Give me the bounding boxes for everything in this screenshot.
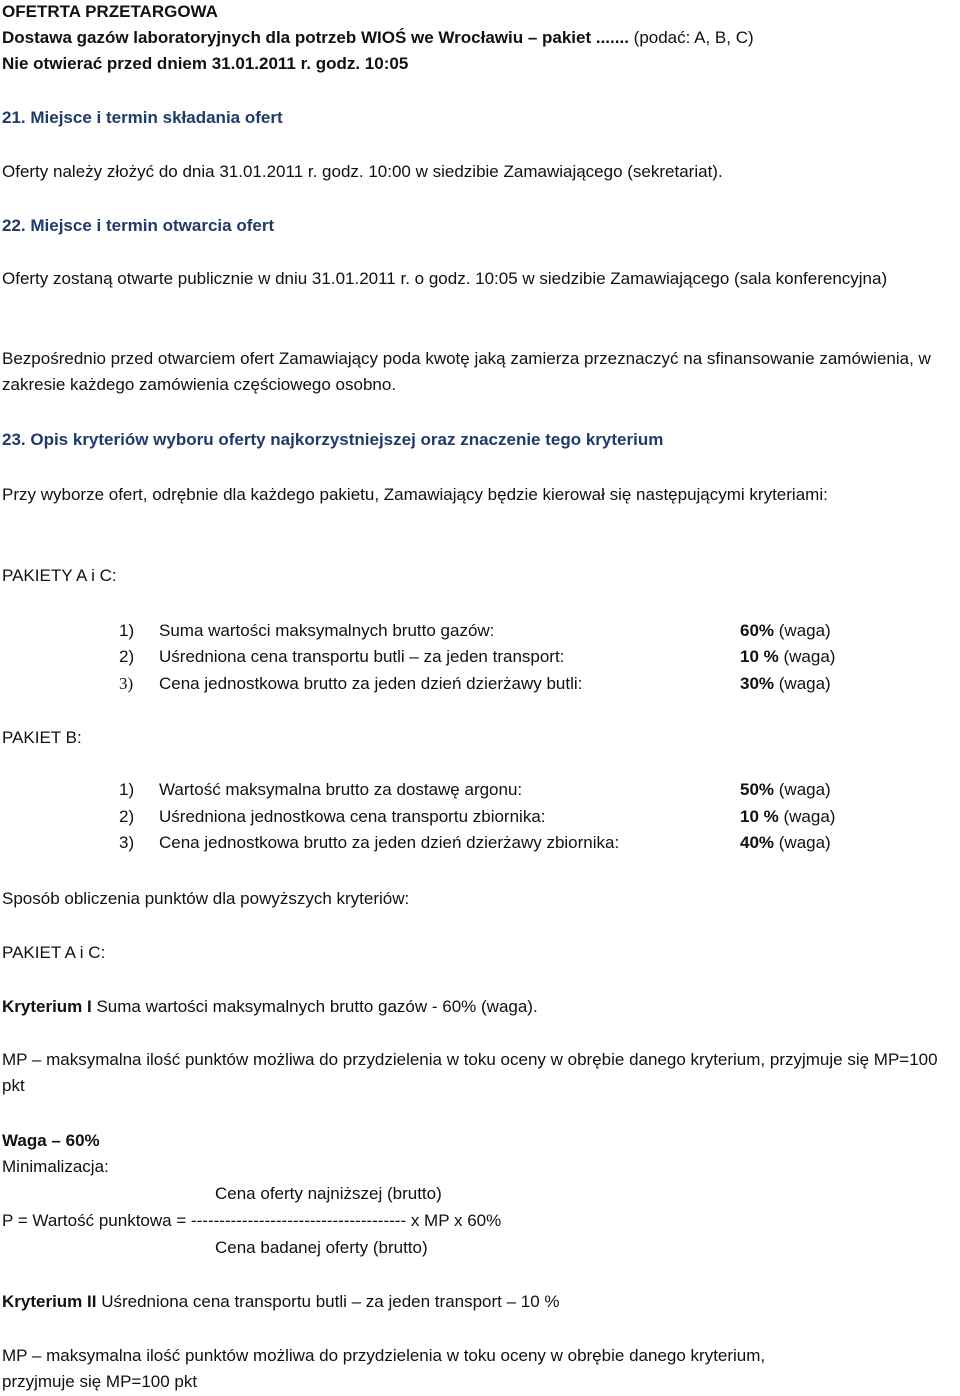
criterion-pct: 30% [740, 674, 775, 693]
header-subject-tail: (podać: A, B, C) [628, 28, 754, 47]
criterion-pct: 60% [740, 621, 775, 640]
criterion-number: 2) [119, 807, 135, 826]
criterion-number: 3) [119, 833, 135, 852]
criterion-1-line [2, 997, 538, 1017]
criterion-waga: (waga) [778, 647, 836, 666]
formula-main: P = Wartość punktowa = -------------------------------------- x MP x 60% [2, 1211, 502, 1230]
header-subject [2, 28, 754, 48]
criterion-label: Cena jednostkowa brutto za jeden dzień dzierżawy butli: [159, 674, 583, 693]
criterion-weight [740, 804, 835, 830]
criterion-waga: (waga) [778, 807, 836, 826]
criterion-waga: (waga) [774, 674, 831, 693]
criterion-2-bold: Kryterium II [2, 1292, 97, 1311]
criterion-label: Cena jednostkowa brutto za jeden dzień dzierżawy zbiornika: [159, 833, 620, 852]
criterion-pct: 10 % [740, 807, 779, 826]
criterion-number: 2) [119, 647, 135, 666]
criterion-weight [740, 618, 831, 644]
criterion-1-text: Suma wartości maksymalnych brutto gazów - 60% (waga). [91, 997, 538, 1016]
criterion-label: Uśredniona cena transportu butli – za jeden transport: [159, 647, 565, 666]
section-22-text: Oferty zostaną otwarte publicznie w dniu 31.01.2011 r. o godz. 10:05 w siedzibie Zamawiającego (sala konferencyjna) [2, 269, 888, 288]
criterion-weight [740, 777, 831, 803]
mp-definition-2-line2: przyjmuje się MP=100 pkt [2, 1372, 198, 1391]
criterion-weight [740, 644, 835, 670]
header-title: OFETRTA PRZETARGOWA [2, 2, 218, 21]
mp-definition: MP – maksymalna ilość punktów możliwa do przydzielenia w toku oceny w obrębie danego kryterium, przyjmuje się MP=100 pkt [2, 1050, 938, 1095]
weight-label: Waga – 60% [2, 1131, 100, 1150]
criterion-2-text: Uśredniona cena transportu butli – za jeden transport – 10 % [96, 1292, 560, 1311]
criterion-pct: 10 % [740, 647, 779, 666]
criterion-number: 3) [119, 674, 134, 693]
criterion-2-line [2, 1292, 560, 1312]
criterion-label: Wartość maksymalna brutto za dostawę argonu: [159, 780, 523, 799]
pakiet-ac-label: PAKIET A i C: [2, 943, 106, 962]
header-subject-bold: Dostawa gazów laboratoryjnych dla potrzeb WIOŚ we Wrocławiu – pakiet ....... [2, 28, 629, 47]
section-22-text2: Bezpośrednio przed otwarciem ofert Zamawiający poda kwotę jaką zamierza przeznaczyć na sfinansowanie zamówienia, w zakresie każdego zamówienia częściowego osobno. [2, 349, 931, 394]
criterion-weight [740, 830, 831, 856]
section-23-intro: Przy wyborze ofert, odrębnie dla każdego pakietu, Zamawiający będzie kierował się następującymi kryteriami: [2, 485, 828, 504]
criterion-label: Uśredniona jednostkowa cena transportu zbiornika: [159, 807, 546, 826]
criterion-pct: 50% [740, 780, 775, 799]
criterion-waga: (waga) [774, 780, 831, 799]
criterion-waga: (waga) [774, 833, 831, 852]
header-do-not-open: Nie otwierać przed dniem 31.01.2011 r. godz. 10:05 [2, 54, 409, 73]
calculation-method-heading: Sposób obliczenia punktów dla powyższych kryteriów: [2, 889, 410, 908]
criterion-number: 1) [119, 621, 135, 640]
criterion-weight [740, 671, 831, 697]
criterion-waga: (waga) [774, 621, 831, 640]
minimization-label: Minimalizacja: [2, 1157, 109, 1176]
formula-numerator: Cena oferty najniższej (brutto) [215, 1184, 442, 1203]
section-23-heading: 23. Opis kryteriów wyboru oferty najkorzystniejszej oraz znaczenie tego kryterium [2, 430, 664, 449]
pakiety-ac-label: PAKIETY A i C: [2, 566, 117, 585]
section-22-heading: 22. Miejsce i termin otwarcia ofert [2, 216, 275, 235]
criterion-pct: 40% [740, 833, 775, 852]
criterion-label: Suma wartości maksymalnych brutto gazów: [159, 621, 495, 640]
formula-denominator: Cena badanej oferty (brutto) [215, 1238, 428, 1257]
section-21-heading: 21. Miejsce i termin składania ofert [2, 108, 283, 127]
mp-definition-2-line1: MP – maksymalna ilość punktów możliwa do przydzielenia w toku oceny w obrębie danego kryterium, [2, 1346, 766, 1365]
pakiet-b-label: PAKIET B: [2, 728, 82, 747]
section-21-text: Oferty należy złożyć do dnia 31.01.2011 r. godz. 10:00 w siedzibie Zamawiającego (sekretariat). [2, 162, 723, 181]
criterion-1-bold: Kryterium I [2, 997, 92, 1016]
criterion-number: 1) [119, 780, 135, 799]
